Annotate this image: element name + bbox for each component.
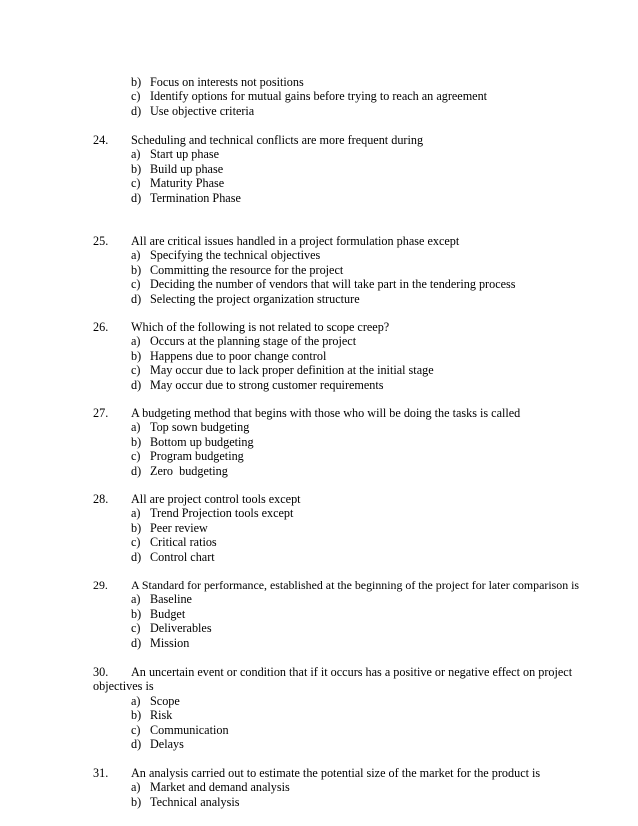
option-list: [93, 592, 633, 650]
option-c: c) Deciding the number of vendors that will take part in the tendering process: [131, 277, 516, 292]
question-23-continuation: [93, 75, 613, 118]
question-text: An analysis carried out to estimate the potential size of the market for the product is: [131, 766, 541, 780]
question-29: [93, 578, 633, 650]
option-a: a) Trend Projection tools except: [131, 506, 294, 521]
question-number: 27.: [93, 406, 109, 420]
question-stem: [93, 578, 633, 592]
option-list: [93, 334, 613, 392]
option-list: [93, 506, 613, 564]
question-number: 31.: [93, 766, 109, 780]
question-text: All are project control tools except: [131, 492, 301, 506]
option-d: d) Delays: [131, 736, 184, 751]
option-c: c) May occur due to lack proper definition at the initial stage: [131, 363, 434, 378]
option-c: c) Identify options for mutual gains before trying to reach an agreement: [131, 89, 488, 104]
option-a: a) Start up phase: [131, 147, 220, 162]
option-list: [93, 75, 613, 118]
question-26: [93, 320, 613, 392]
option-list: [93, 694, 593, 752]
option-a: a) Scope: [131, 693, 180, 708]
option-d: d) Use objective criteria: [131, 103, 255, 118]
question-30: [93, 665, 593, 751]
option-list: [93, 147, 613, 205]
question-27: [93, 406, 613, 478]
option-b: b) Happens due to poor change control: [131, 348, 327, 363]
option-a: a) Occurs at the planning stage of the project: [131, 334, 357, 349]
option-list: [93, 780, 613, 809]
question-31: [93, 766, 613, 809]
option-d: d) Termination Phase: [131, 190, 241, 205]
option-b: b) Technical analysis: [131, 794, 240, 809]
question-text: Which of the following is not related to scope creep?: [131, 320, 390, 334]
question-stem: [93, 766, 613, 780]
option-b: b) Build up phase: [131, 161, 224, 176]
option-c: c) Critical ratios: [131, 535, 217, 550]
question-text: All are critical issues handled in a project formulation phase except: [131, 234, 460, 248]
option-list: [93, 420, 613, 478]
question-text: Scheduling and technical conflicts are more frequent during: [131, 133, 424, 147]
question-stem: [93, 133, 613, 147]
option-b: b) Focus on interests not positions: [131, 75, 304, 89]
question-28: [93, 492, 613, 564]
option-b: b) Budget: [131, 606, 186, 621]
question-25: [93, 234, 613, 306]
option-d: d) Control chart: [131, 549, 215, 564]
question-stem: [93, 492, 613, 506]
question-number: 28.: [93, 492, 109, 506]
question-number: 30.: [93, 665, 109, 679]
option-b: b) Bottom up budgeting: [131, 434, 254, 449]
question-stem: [93, 234, 613, 248]
question-number: 25.: [93, 234, 109, 248]
option-c: c) Deliverables: [131, 621, 212, 636]
question-24: [93, 133, 613, 205]
option-d: d) Zero budgeting: [131, 463, 228, 478]
option-a: a) Specifying the technical objectives: [131, 248, 321, 263]
question-stem: [93, 406, 613, 420]
option-b: b) Risk: [131, 708, 173, 723]
option-list: [93, 248, 613, 306]
question-number: 26.: [93, 320, 109, 334]
option-a: a) Baseline: [131, 592, 192, 607]
option-c: c) Maturity Phase: [131, 176, 225, 191]
question-stem: [93, 665, 593, 694]
option-b: b) Peer review: [131, 520, 208, 535]
question-stem: [93, 320, 613, 334]
option-d: d) Selecting the project organization structure: [131, 291, 360, 306]
question-number: 29.: [93, 578, 108, 592]
option-a: a) Top sown budgeting: [131, 420, 250, 435]
question-text: A Standard for performance, established at the beginning of the project for later comparison is: [131, 578, 580, 592]
question-text: 30. An uncertain event or condition that if it occurs has a positive or negative effect on project objectives is: [93, 665, 573, 694]
question-text: A budgeting method that begins with those who will be doing the tasks is called: [131, 406, 521, 420]
option-c: c) Program budgeting: [131, 449, 244, 464]
option-c: c) Communication: [131, 722, 229, 737]
option-d: d) May occur due to strong customer requirements: [131, 377, 384, 392]
question-number: 24.: [93, 133, 109, 147]
option-a: a) Market and demand analysis: [131, 780, 290, 795]
option-b: b) Committing the resource for the project: [131, 262, 344, 277]
option-d: d) Mission: [131, 635, 190, 650]
